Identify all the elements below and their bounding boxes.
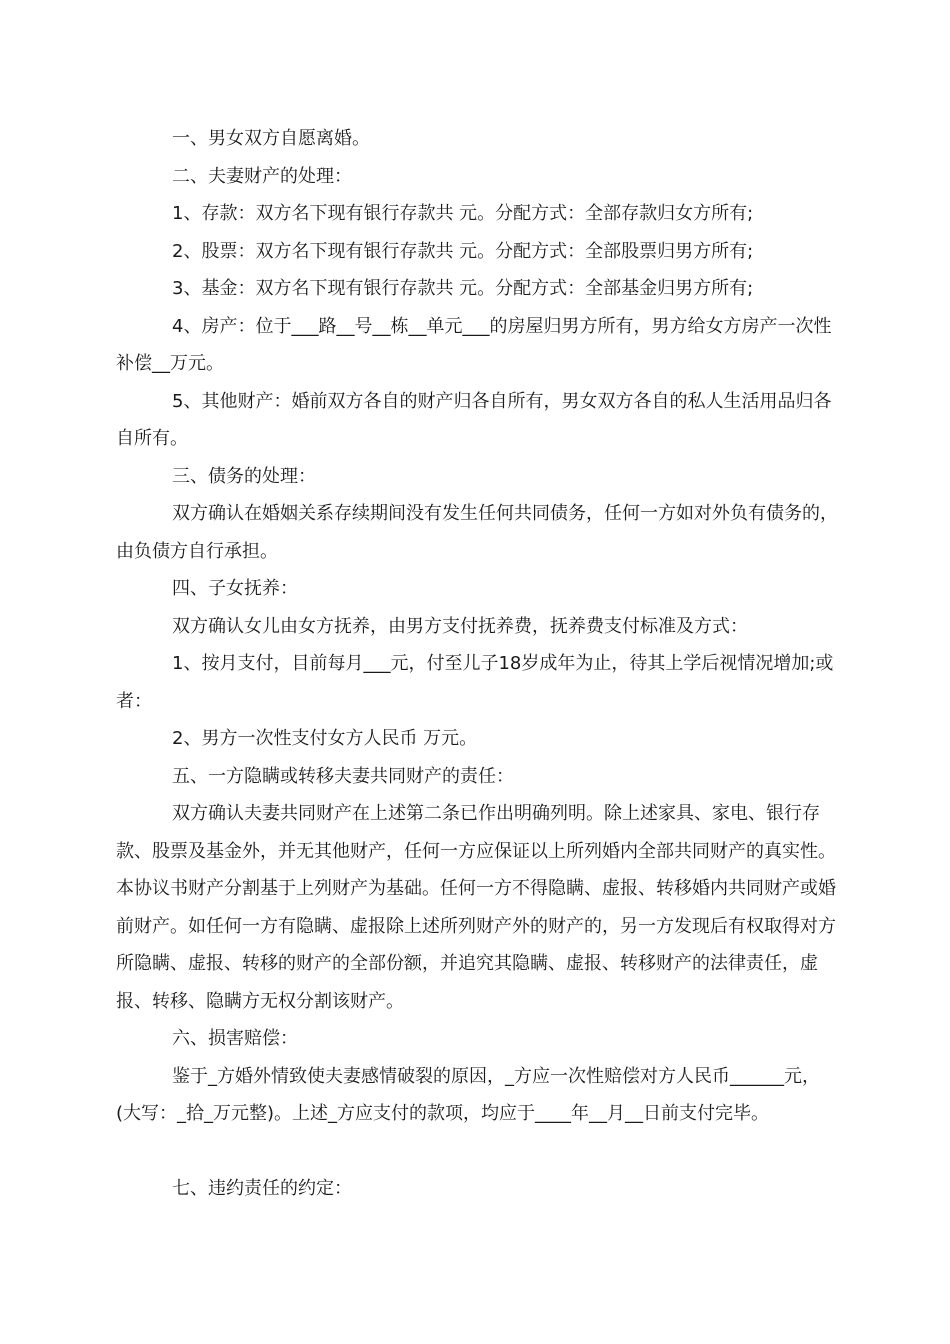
- body-paragraph: 鉴于_方婚外情致使夫妻感情破裂的原因，_方应一次性赔偿对方人民币______元，(大写：_拾_万元整)。上述_方应支付的款项，均应于____年__月__日前支付完毕。: [116, 1065, 820, 1124]
- section-heading: 七、违约责任的约定：: [172, 1177, 352, 1199]
- body-paragraph: 5、其他财产：婚前双方各自的财产归各自所有，男女双方各自的私人生活用品归各自所有。: [116, 390, 832, 449]
- section-heading: 三、债务的处理：: [172, 465, 316, 487]
- body-paragraph: 4、房产：位于___路__号__栋__单元___的房屋归男方所有，男方给女方房产一次性补偿__万元。: [116, 315, 832, 374]
- section-heading: 四、子女抚养：: [172, 578, 298, 599]
- body-paragraph: 3、基金：双方名下现有银行存款共 元。分配方式：全部基金归男方所有;: [172, 278, 754, 299]
- body-paragraph: 1、按月支付，目前每月___元，付至儿子18岁成年为止，待其上学后视情况增加;或者：: [116, 653, 834, 712]
- body-paragraph: 2、男方一次性支付女方人民币 万元。: [172, 728, 478, 749]
- document-body: [116, 120, 838, 1207]
- body-paragraph: 双方确认夫妻共同财产在上述第二条已作出明确列明。除上述家具、家电、银行存款、股票及基金外，并无其他财产，任何一方应保证以上所列婚内全部共同财产的真实性。本协议书财产分割基于上列财产为基础。任何一方不得隐瞒、虚报、转移婚内共同财产或婚前财产。如任何一方有隐瞒、虚报除上述所列财产外的财产的，另一方发现后有权取得对方所隐瞒、虚报、转移的财产的全部份额，并追究其隐瞒、虚报、转移财产的法律责任，虚报、转移、隐瞒方无权分割该财产。: [116, 803, 836, 1012]
- body-paragraph: 2、股票：双方名下现有银行存款共 元。分配方式：全部股票归男方所有;: [172, 240, 754, 262]
- section-heading: 二、夫妻财产的处理：: [172, 165, 352, 187]
- section-heading: 五、一方隐瞒或转移夫妻共同财产的责任：: [172, 765, 514, 787]
- blank-line: [116, 1133, 838, 1170]
- section-heading: 一、男女双方自愿离婚。: [172, 128, 370, 149]
- section-heading: 六、损害赔偿：: [172, 1028, 298, 1049]
- body-paragraph: 双方确认在婚姻关系存续期间没有发生任何共同债务，任何一方如对外负有债务的，由负债方自行承担。: [116, 503, 838, 562]
- body-paragraph: 双方确认女儿由女方抚养，由男方支付抚养费，抚养费支付标准及方式：: [172, 615, 748, 637]
- body-paragraph: 1、存款：双方名下现有银行存款共 元。分配方式：全部存款归女方所有;: [172, 203, 754, 224]
